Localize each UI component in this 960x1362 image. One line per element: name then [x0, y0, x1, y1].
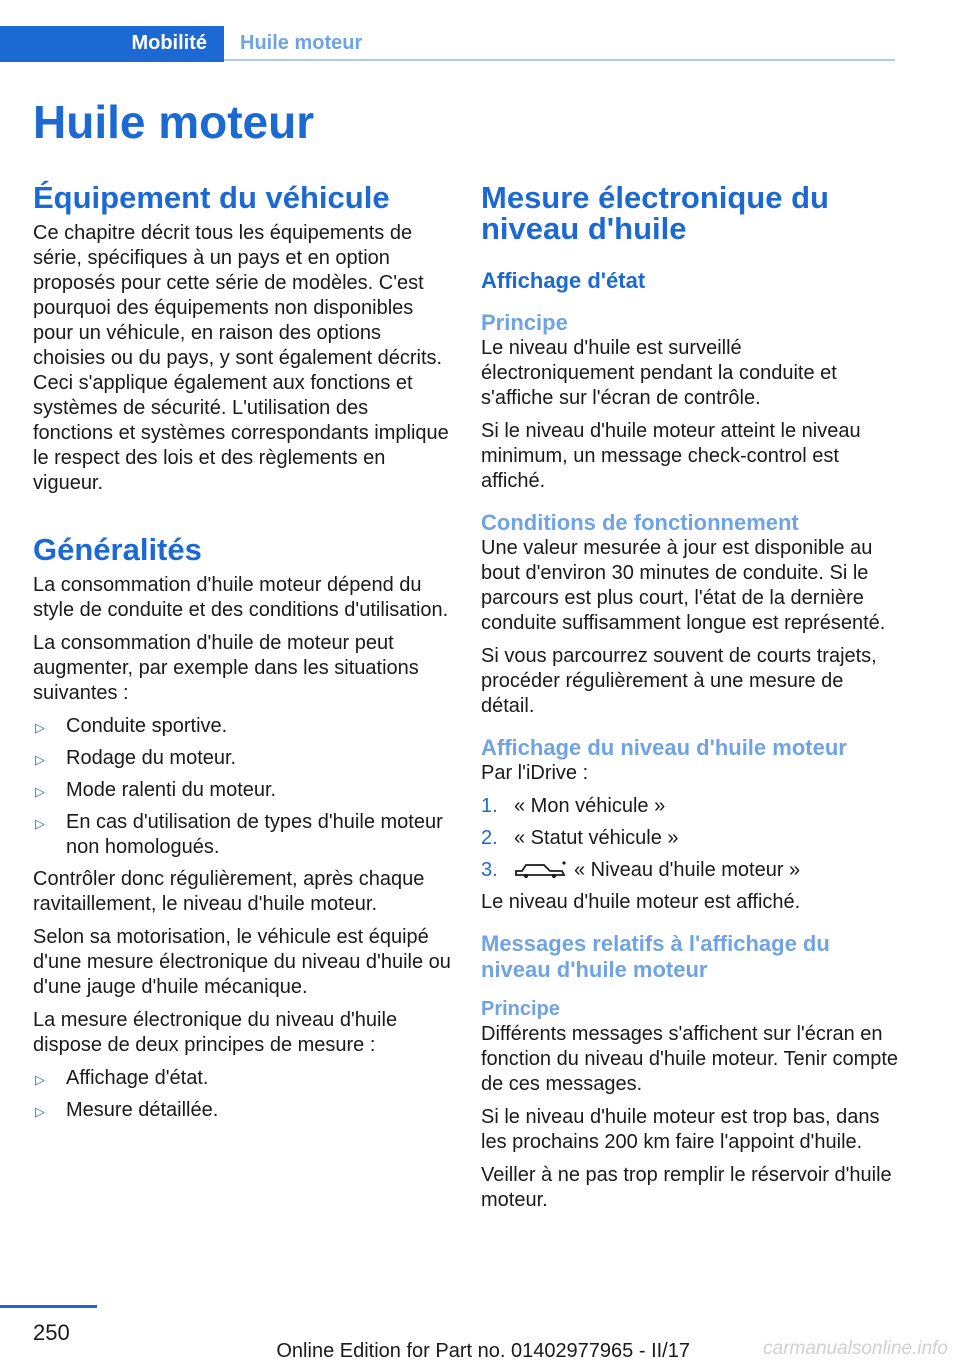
right-column [481, 182, 899, 1221]
list-item: ▷ Affichage d'état. [33, 1066, 451, 1091]
list-item: 1. « Mon véhicule » [481, 795, 666, 817]
general-paragraph-5: La mesure électronique du niveau d'huile dispose de deux principes de mesure : [33, 1009, 398, 1056]
situations-list [33, 714, 451, 860]
principle-paragraph-1: Le niveau d'huile est surveillé électroniquement pendant la conduite et s'affiche sur l'écran de contrôle. [481, 337, 837, 409]
car-status-icon [514, 859, 568, 879]
list-item: 2. « Statut véhicule » [481, 827, 679, 849]
general-paragraph-2: La consommation d'huile de moteur peut augmenter, par exemple dans les situations suivantes : [33, 632, 419, 704]
general-paragraph-3: Contrôler donc régulièrement, après chaque ravitaillement, le niveau d'huile moteur. [33, 868, 425, 915]
triangle-bullet-icon: ▷ [35, 784, 45, 799]
watermark: carmanualsonline.info [763, 1338, 948, 1359]
general-paragraph-4: Selon sa motorisation, le véhicule est équipé d'une mesure électronique du niveau d'huile ou d'une jauge d'huile mécanique. [33, 926, 451, 998]
edition-note: Online Edition for Part no. 01402977965 - II/17 [276, 1340, 690, 1362]
page-number: 250 [33, 1320, 70, 1345]
general-heading: Généralités [33, 532, 202, 567]
status-display-heading: Affichage d'état [481, 268, 646, 293]
messages-principle-heading: Principe [481, 998, 560, 1020]
list-item: ▷ Rodage du moteur. [33, 746, 451, 771]
principle-heading: Principe [481, 310, 568, 335]
oil-level-result: Le niveau d'huile moteur est affiché. [481, 891, 801, 913]
triangle-bullet-icon: ▷ [35, 720, 45, 735]
general-paragraph-1: La consommation d'huile moteur dépend du style de conduite et des conditions d'utilisation. [33, 574, 449, 621]
messages-paragraph-1: Différents messages s'affichent sur l'écran en fonction du niveau d'huile moteur. Tenir compte de ces messages. [481, 1023, 899, 1095]
chapter-tab: Huile moteur [240, 32, 363, 54]
conditions-heading: Conditions de fonctionnement [481, 510, 799, 535]
principle-paragraph-2: Si le niveau d'huile moteur atteint le niveau minimum, un message check-control est affiché. [481, 420, 861, 492]
triangle-bullet-icon: ▷ [35, 1104, 45, 1119]
page-header [0, 26, 895, 62]
list-item: ▷ En cas d'utilisation de types d'huile moteur non homologués. [35, 811, 443, 858]
left-column [33, 182, 451, 1130]
equipment-heading: Équipement du véhicule [33, 180, 390, 215]
page-title: Huile moteur [33, 96, 315, 148]
footer-divider [0, 1305, 97, 1308]
triangle-bullet-icon: ▷ [35, 816, 45, 831]
idrive-steps [481, 794, 899, 883]
list-item: 3. « Niveau d'huile moteur » [481, 859, 801, 881]
conditions-paragraph-2: Si vous parcourrez souvent de courts trajets, procéder régulièrement à une mesure de détail. [481, 645, 877, 717]
idrive-intro: Par l'iDrive : [481, 762, 589, 784]
triangle-bullet-icon: ▷ [35, 1072, 45, 1087]
list-item: ▷ Mesure détaillée. [33, 1098, 451, 1123]
oil-level-display-heading: Affichage du niveau d'huile moteur [481, 735, 847, 760]
electronic-measure-heading: Mesure électronique du niveau d'huile [481, 180, 829, 246]
equipment-text: Ce chapitre décrit tous les équipements de série, spécifiques à un pays et en option proposés pour cette série de modèles. C'est pourquoi des équipements non disponibles pour un véhicule, en raison des options choisies ou du pays, y sont également décrits. Ceci s'applique également aux fonctions et systèmes de sécurité. L'utilisation des fonctions et systèmes correspondants implique le respect des lois et des règlements en vigueur. [33, 222, 449, 494]
list-item: ▷ Conduite sportive. [33, 714, 451, 739]
section-tab: Mobilité [0, 26, 224, 62]
conditions-paragraph-1: Une valeur mesurée à jour est disponible au bout d'environ 30 minutes de conduite. Si le parcours est plus court, l'état de la dernière conduite suffisamment longue est représenté. [481, 537, 886, 634]
triangle-bullet-icon: ▷ [35, 752, 45, 767]
messages-paragraph-2: Si le niveau d'huile moteur est trop bas, dans les prochains 200 km faire l'appoint d'huile. [481, 1106, 880, 1153]
header-divider [224, 59, 895, 61]
messages-heading: Messages relatifs à l'affichage du niveau d'huile moteur [481, 931, 830, 982]
messages-paragraph-3: Veiller à ne pas trop remplir le réservoir d'huile moteur. [481, 1164, 892, 1211]
list-item: ▷ Mode ralenti du moteur. [33, 778, 451, 803]
principles-list [33, 1066, 451, 1123]
